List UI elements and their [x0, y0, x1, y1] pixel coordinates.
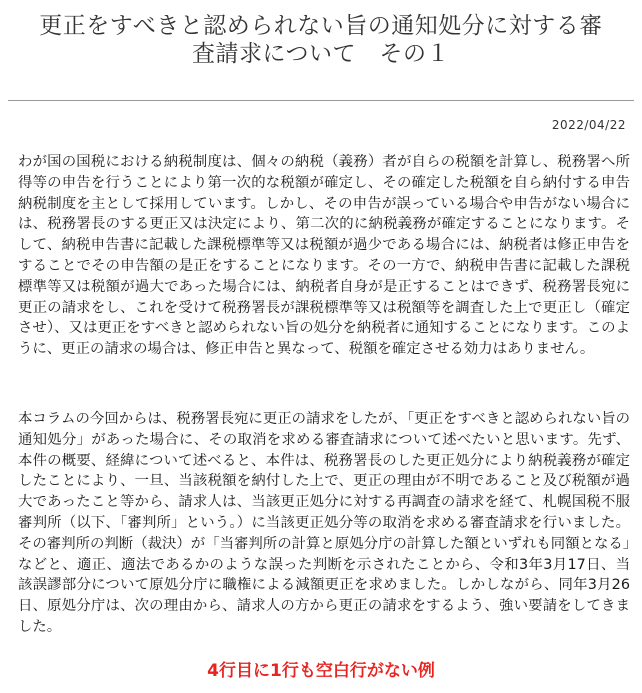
example-caption: 4行目に1行も空白行がない例	[207, 661, 435, 681]
body-paragraph-1: わが国の国税における納税制度は、個々の納税（義務）者が自らの税額を計算し、税務署へ所得等の申告を行うことにより第一次的な税額が確定し、その確定した税額を自ら納付する申告納税制度を主として採用しています。しかし、その申告が誤っている場合や申告がない場合には、税務署長のする更正又は決定により、第二次的に納税義務が確定することになります。そして、納税申告書に記載した課税標準等又は税額が過少である場合には、納税者は修正申告をすることでその申告額の是正をすることになります。その一方で、納税申告書に記載した課税標準等又は税額が過大であった場合には、納税者自身が是正することはできず、税務署長宛に更正の請求をし、これを受けて税務署長が課税標準等又は税額等を調査した上で更正し（確定させ）、又は更正をすべきと認められない旨の処分を納税者に通知することになります。このように、更正の請求の場合は、修正申告と異なって、税額を確定させる効力はありません。	[18, 154, 630, 358]
body-paragraph-2: 本コラムの今回からは、税務署長宛に更正の請求をしたが、「更正をすべきと認められない旨の通知処分」があった場合に、その取消を求める審査請求について述べたいと思います。先ず、本件の概要、経緯について述べると、本件は、税務署長のした更正処分により納税義務が確定したことにより、一旦、当該税額を納付した上で、更正の理由が不明であること及び税額が過大であったこと等から、請求人は、当該更正処分に対する再調査の請求を経て、札幌国税不服審判所（以下、「審判所」という。）に当該更正処分等の取消を求める審査請求を行いました。その審判所の判断（裁決）が「当審判所の計算と原処分庁の計算した額といずれも同額となる」などと、適正、適法であるかのような誤った判断を示されたことから、令和3年3月17日、当該誤謬部分について原処分庁に職権による減額更正を求めました。しかしながら、同年3月26日、原処分庁は、次の理由から、請求人の方から更正の請求をするよう、強い要請をしてきました。	[18, 411, 630, 635]
article-title-line-1: 更正をすべきと認められない旨の通知処分に対する審	[39, 13, 603, 39]
article-title-line-2: 査請求について その１	[191, 41, 451, 67]
title-divider	[8, 100, 634, 101]
publish-date: 2022/04/22	[551, 118, 626, 132]
article-title	[8, 12, 634, 68]
